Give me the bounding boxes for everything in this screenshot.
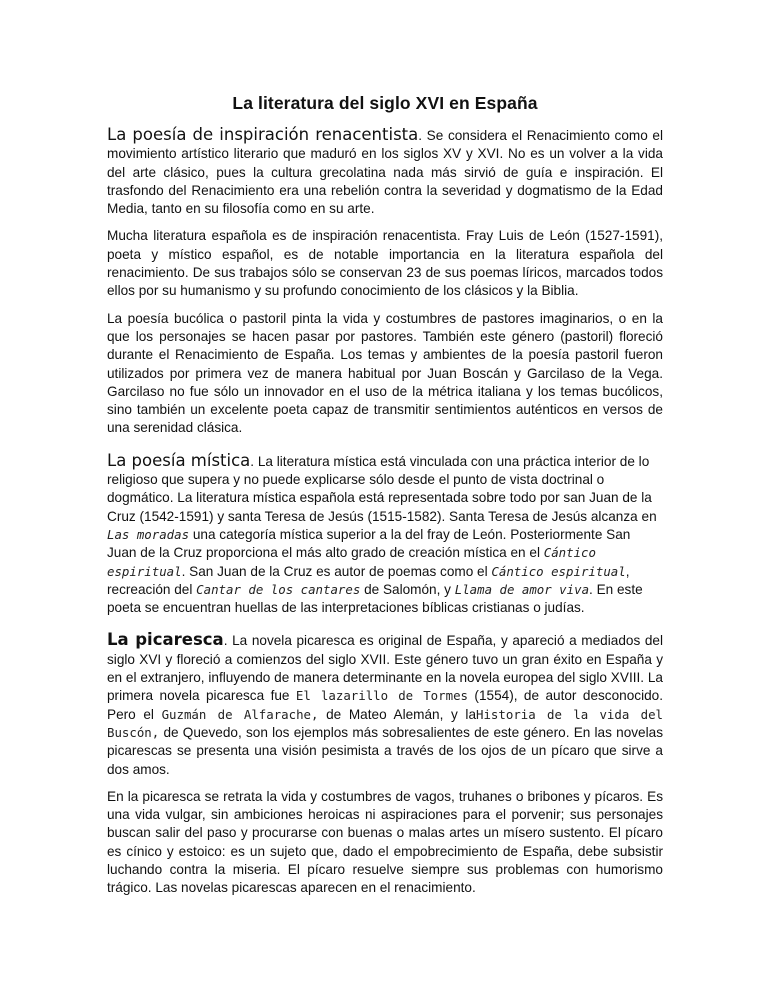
section3-paragraph2: En la picaresca se retrata la vida y costumbres de vagos, truhanes o bribones y pícaros. Es una vida vulgar, sin ambiciones heroicas ni aspiraciones para el porvenir; sus personajes buscan salir del paso y procurarse con buenas o malas artes un mísero sustento. El pícaro es cínico y estoico: es un sujeto que, dado el empobrecimiento de España, debe subsistir luchando contra la miseria. El pícaro resuelve siempre sus problemas con humorismo trágico. Las novelas picarescas aparecen en el renacimiento. <box>107 788 663 896</box>
section3-text-2: (1554), de autor desconocido. Pero el <box>107 688 663 722</box>
page-title: La literatura del siglo XVI en España <box>232 93 538 113</box>
work-title-lazarillo: El lazarillo de Tormes <box>295 688 468 704</box>
work-title-llama-de-amor-viva: Llama de amor viva <box>454 581 590 597</box>
section2-text-3: . San Juan de la Cruz es autor de poemas como el <box>181 563 492 579</box>
section2-text-5: de Salomón, y <box>360 581 455 597</box>
section2-paragraph1 <box>107 452 663 618</box>
section1-paragraph3: La poesía bucólica o pastoril pinta la vida y costumbres de pastores imaginarios, o en la que los personajes se hacen pasar por pastores. También este género (pastoril) floreció durante el Renacimiento de España. Los temas y ambientes de la poesía pastoril fueron utilizados por primera vez de manera habitual por Juan Boscán y Garcilaso de la Vega. Garcilaso no fue sólo un innovador en el uso de la métrica italiana y los temas bucólicos, sino también un excelente poeta capaz de transmitir sentimientos auténticos en versos de una serenidad clásica. <box>107 310 663 436</box>
section1-paragraph2: Mucha literatura española es de inspiración renacentista. Fray Luis de León (1527-1591), poeta y místico español, es de notable importancia en la literatura española del renacimiento. De sus trabajos sólo se conservan 23 de sus poemas líricos, marcados todos ellos por su humanismo y su profundo conocimiento de los clásicos y la Biblia. <box>107 228 663 299</box>
section3-paragraph1 <box>107 631 663 778</box>
section3-text-3: de Mateo Alemán, y la <box>318 706 477 722</box>
section2-text-6: . En este poeta se encuentran huellas de las interpretaciones bíblicas cristianas o judías. <box>107 581 643 616</box>
section2-text-4: , recreación del <box>107 563 630 597</box>
work-title-historia-del-buscon: Historia de la vida del Buscón, <box>107 706 663 740</box>
section2-heading: La poesía mística <box>107 450 251 470</box>
work-title-cantico-espiritual: Cántico espiritual <box>107 545 596 579</box>
section1-heading: La poesía de inspiración renacentista <box>107 125 419 144</box>
work-title-cantico-espiritual-2: Cántico espiritual <box>491 563 626 579</box>
work-title-guzman-de-alfarache: Guzmán de Alfarache, <box>161 706 319 722</box>
work-title-cantar-de-los-cantares: Cantar de los cantares <box>196 581 361 597</box>
section1-paragraph1 <box>107 126 663 218</box>
section3-heading: La picaresca <box>107 630 224 650</box>
work-title-las-moradas: Las moradas <box>107 526 190 542</box>
document-page <box>107 92 663 907</box>
section1-paragraph1-text: . Se considera el Renacimiento como el movimiento artístico literario que maduró en los siglos XV y XVI. No es un volver a la vida del arte clásico, pues la cultura grecolatina nada más sirvió de guía e inspiración. El trasfondo del Renacimiento era una rebelión contra la severidad y dogmatismo de la Edad Media, tanto en su filosofía como en su arte. <box>107 128 663 217</box>
section3-text-1: . La novela picaresca es original de España, y apareció a mediados del siglo XVI y floreció a comienzos del siglo XVII. Este género tuvo un gran éxito en España y en el extranjero, influyendo de manera determinante en la novela europea del siglo XVIII. La primera novela picaresca fue <box>107 633 663 704</box>
section3-text-4: de Quevedo, son los ejemplos más sobresalientes de este género. En las novelas picarescas se presenta una visión pesimista a través de los ojos de un pícaro que sirve a dos amos. <box>107 724 663 777</box>
section2-text-1: . La literatura mística está vinculada con una práctica interior de lo religioso que supera y no puede explicarse sólo desde el punto de vista doctrinal o dogmático. La literatura mística española está representada sobre todo por san Juan de la Cruz (1542-1591) y santa Teresa de Jesús (1515-1582). Santa Teresa de Jesús alcanza en <box>107 453 657 524</box>
section2-text-2: una categoría mística superior a la del fray de León. Posteriormente San Juan de la Cruz proporciona el más alto grado de creación mística en el <box>107 526 631 561</box>
